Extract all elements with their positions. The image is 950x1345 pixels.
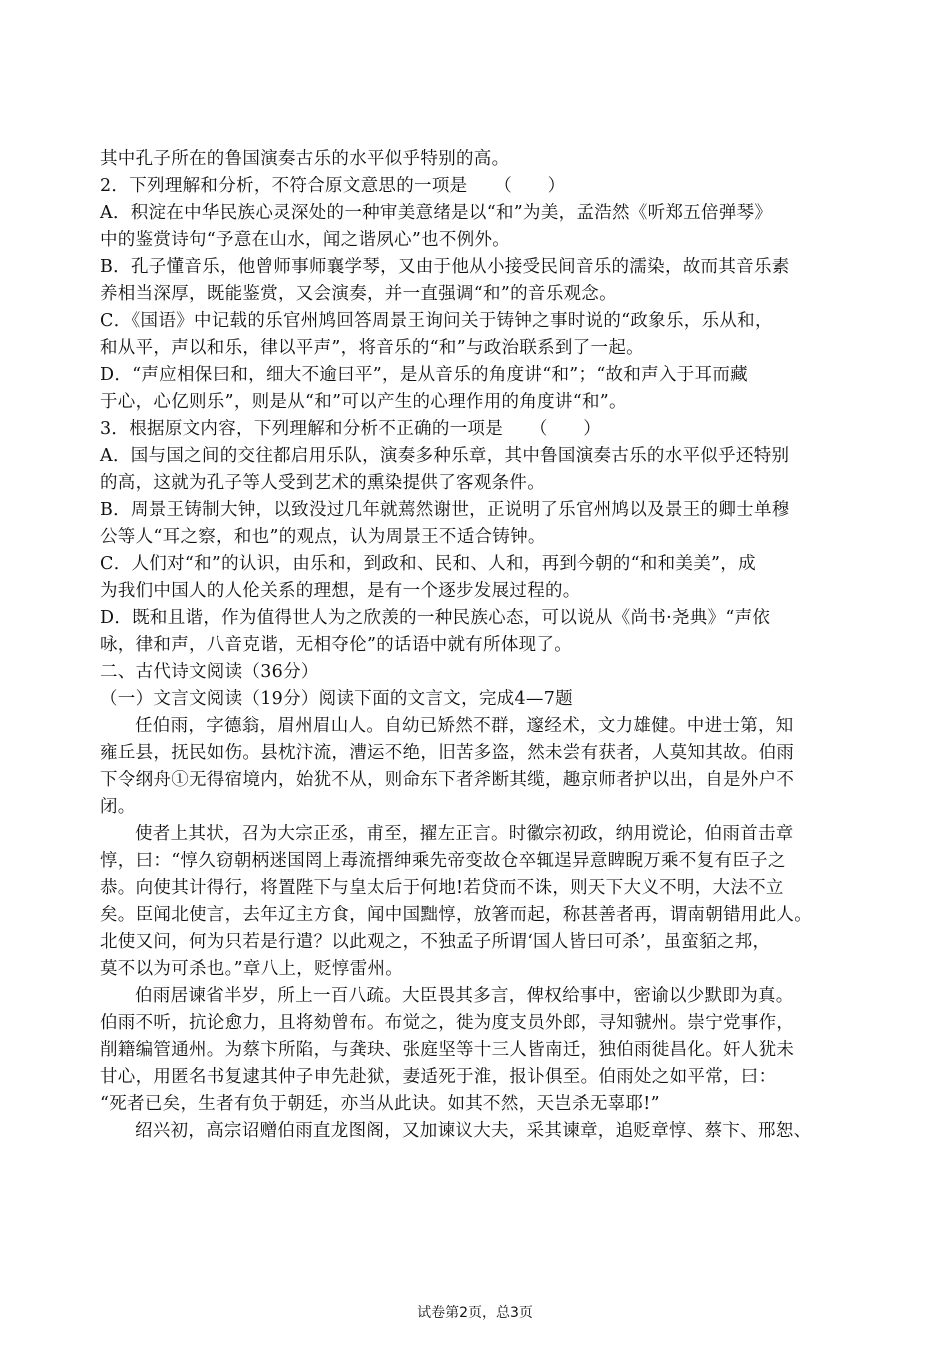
text-line: D．“声应相保曰和，细大不逾曰平”，是从音乐的角度讲“和”；“故和声入于耳而藏 [100,365,748,385]
text-line: 雍丘县，抚民如伤。县枕汴流，漕运不绝，旧苦多盗，然未尝有获者，人莫知其故。伯雨 [100,743,795,763]
text-line: 其中孔子所在的鲁国演奏古乐的水平似乎特别的高。 [100,149,510,169]
text-line: 绍兴初，高宗诏赠伯雨直龙图阁，又加谏议大夫，采其谏章，追贬章惇、蔡卞、邢恕、 [135,1121,812,1141]
text-line: 莫不以为可杀也。”章八上，贬惇雷州。 [100,959,404,979]
text-line: 伯雨不听，抗论愈力，且将劾曾布。布觉之，徙为度支员外郎，寻知虢州。崇宁党事作， [100,1013,795,1033]
text-line: 公等人“耳之察，和也”的观点，认为周景王不适合铸钟。 [100,527,546,547]
text-line: 惇，曰：“惇久窃朝柄迷国罔上毒流搢绅乘先帝变故仓卒辄逞异意睥睨万乘不复有臣子之 [100,851,786,871]
text-line: 削籍编管通州。为蔡卞所陷，与龚玦、张庭坚等十三人皆南迁，独伯雨徙昌化。奸人犹未 [100,1040,795,1060]
text-line: 为我们中国人的人伦关系的理想，是有一个逐步发展过程的。 [100,581,581,601]
text-line: 北使又问，何为只若是行遣？以此观之，不独孟子所谓‘国人皆曰可杀’，虽蛮貊之邦， [100,932,771,952]
text-line: 下令纲舟①无得宿境内，始犹不从，则命东下者斧断其缆，趣京师者护以出，自是外户不 [100,770,795,790]
text-line: 中的鉴赏诗句“予意在山水，闻之谐夙心”也不例外。 [100,230,511,250]
text-line: 咏，律和声，八音克谐，无相夺伦”的话语中就有所体现了。 [100,635,573,655]
text-line: 和从平，声以和乐，律以平声”，将音乐的“和”与政治联系到了一起。 [100,338,644,358]
text-line: A．积淀在中华民族心灵深处的一种审美意绪是以“和”为美，孟浩然《听郑五倍弹琴》 [100,203,773,223]
text-line: 2．下列理解和分析，不符合原文意思的一项是 （ ） [100,176,566,196]
text-line: B．孔子懂音乐，他曾师事师襄学琴，又由于他从小接受民间音乐的濡染，故而其音乐素 [100,257,790,277]
text-line: D．既和且谐，作为值得世人为之欣羡的一种民族心态，可以说从《尚书·尧典》“声依 [100,608,771,628]
text-line: 养相当深厚，既能鉴赏，又会演奏，并一直强调“和”的音乐观念。 [100,284,617,304]
page-footer: 试卷第2页，总3页 [417,1305,533,1321]
text-line: C．人们对“和”的认识，由乐和，到政和、民和、人和，再到今朝的“和和美美”，成 [100,554,756,574]
text-line: “死者已矣，生者有负于朝廷，亦当从此诀。如其不然，天岂杀无辜耶!” [100,1094,660,1114]
text-line: 二、古代诗文阅读（36分） [100,662,319,682]
text-line: （一）文言文阅读（19分）阅读下面的文言文，完成4—7题 [100,689,573,709]
text-line: 任伯雨，字德翁，眉州眉山人。自幼已矫然不群，邃经术，文力雄健。中进士第，知 [135,716,794,736]
text-line: 3．根据原文内容，下列理解和分析不正确的一项是 （ ） [100,419,602,439]
text-line: 使者上其状，召为大宗正丞，甫至，擢左正言。时徽宗初政，纳用谠论，伯雨首击章 [135,824,794,844]
text-line: 甘心，用匿名书复逮其仲子申先赴狱，妻适死于淮，报讣俱至。伯雨处之如平常，曰： [100,1067,777,1087]
text-line: 恭。向使其计得行，将置陛下与皇太后于何地!若贷而不诛，则天下大义不明，大法不立 [100,878,784,898]
text-line: 伯雨居谏省半岁，所上一百八疏。大臣畏其多言，俾权给事中，密谕以少默即为真。 [135,986,794,1006]
text-line: 闭。 [100,797,136,817]
text-line: B．周景王铸制大钟，以致没过几年就蔫然谢世，正说明了乐官州鸠以及景王的卿士单穆 [100,500,790,520]
document-body [100,146,870,1145]
text-line: 矣。臣闻北使言，去年辽主方食，闻中国黜惇，放箸而起，称甚善者再，谓南朝错用此人。 [100,905,812,925]
text-line: 于心，心亿则乐”，则是从“和”可以产生的心理作用的角度讲“和”。 [100,392,627,412]
text-line: 的高，这就为孔子等人受到艺术的熏染提供了客观条件。 [100,473,545,493]
text-line: C．《国语》中记载的乐官州鸠回答周景王询问关于铸钟之事时说的“政象乐，乐从和， [100,311,773,331]
text-line: A．国与国之间的交往都启用乐队，演奏多种乐章，其中鲁国演奏古乐的水平似乎还特别 [100,446,790,466]
